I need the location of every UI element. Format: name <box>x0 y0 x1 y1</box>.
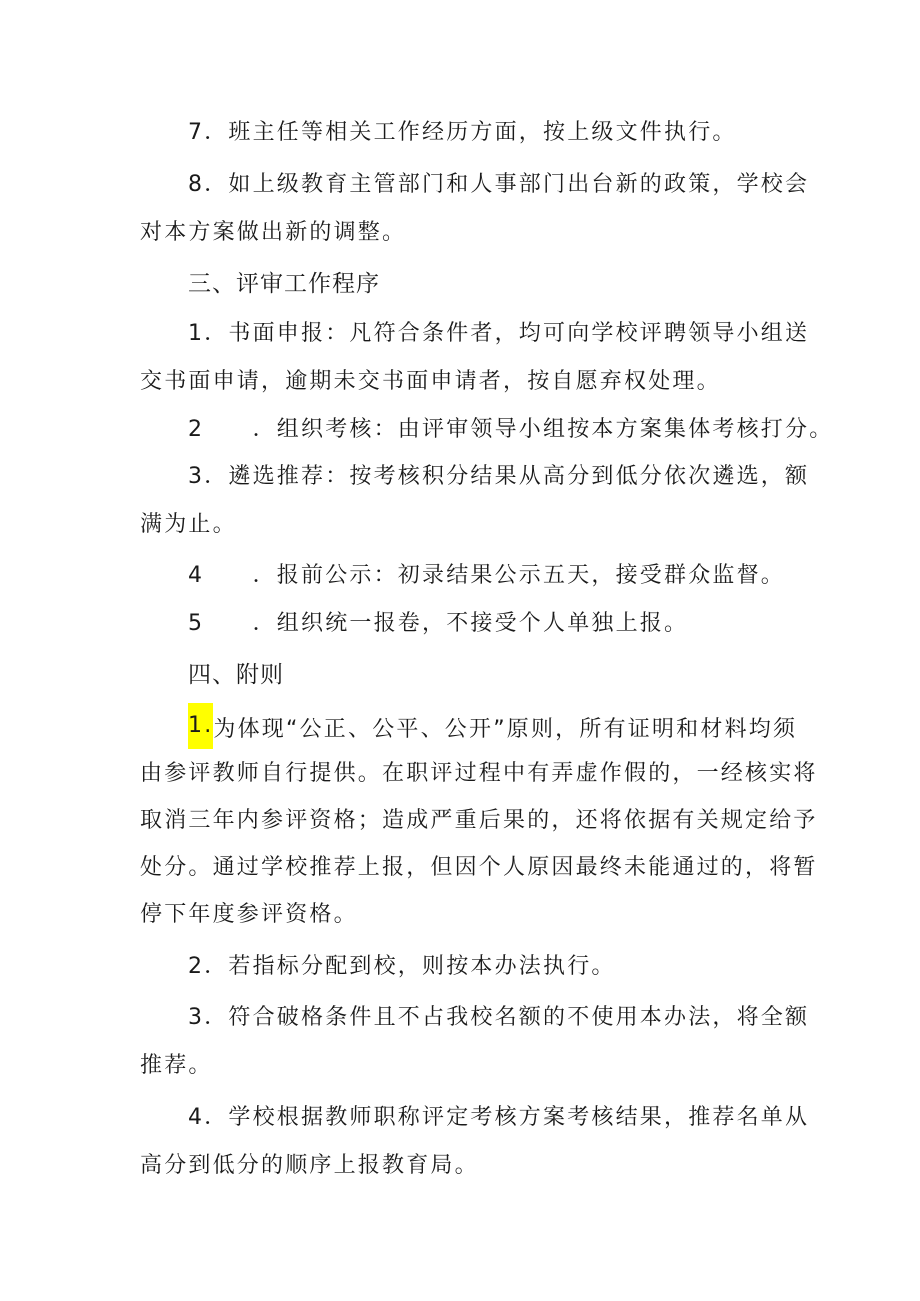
item-8-continued: 对本方案做出新的调整。 <box>140 220 407 245</box>
appendix-item-4: 4．学校根据教师职称评定考核方案考核结果，推荐名单从 <box>188 1105 810 1130</box>
item-8: 8．如上级教育主管部门和人事部门出台新的政策，学校会 <box>188 172 810 197</box>
appendix-item-1-line-5: 停下年度参评资格。 <box>140 902 358 927</box>
section-heading-appendix: 四、附则 <box>188 662 284 688</box>
appendix-item-1-text: 为体现“公正、公平、公开”原则，所有证明和材料均须 <box>213 717 798 742</box>
appendix-item-1-line-3: 取消三年内参评资格；造成严重后果的，还将依据有关规定给予 <box>140 808 818 833</box>
procedure-item-1: 1．书面申报：凡符合条件者，均可向学校评聘领导小组送 <box>188 321 810 346</box>
appendix-item-3-continued: 推荐。 <box>140 1053 213 1078</box>
procedure-item-4: 4 ．报前公示：初录结果公示五天，接受群众监督。 <box>188 563 785 588</box>
appendix-item-1 <box>188 711 797 749</box>
highlighted-marker: 1. <box>188 703 213 749</box>
appendix-item-3: 3．符合破格条件且不占我校名额的不使用本办法，将全额 <box>188 1005 810 1030</box>
appendix-item-1-line-2: 由参评教师自行提供。在职评过程中有弄虚作假的，一经核实将 <box>140 761 818 786</box>
procedure-item-1-continued: 交书面申请，逾期未交书面申请者，按自愿弃权处理。 <box>140 369 721 394</box>
procedure-item-2: 2 ．组织考核：由评审领导小组按本方案集体考核打分。 <box>188 417 834 442</box>
appendix-item-2: 2．若指标分配到校，则按本办法执行。 <box>188 954 616 979</box>
appendix-item-4-continued: 高分到低分的顺序上报教育局。 <box>140 1153 479 1178</box>
appendix-item-1-line-4: 处分。通过学校推荐上报，但因个人原因最终未能通过的，将暂 <box>140 855 818 880</box>
section-heading-procedure: 三、评审工作程序 <box>188 271 380 297</box>
item-7: 7．班主任等相关工作经历方面，按上级文件执行。 <box>188 120 737 145</box>
procedure-item-3-continued: 满为止。 <box>140 512 237 537</box>
procedure-item-5: 5 ．组织统一报卷，不接受个人单独上报。 <box>188 611 689 636</box>
procedure-item-3: 3．遴选推荐：按考核积分结果从高分到低分依次遴选，额 <box>188 464 810 489</box>
